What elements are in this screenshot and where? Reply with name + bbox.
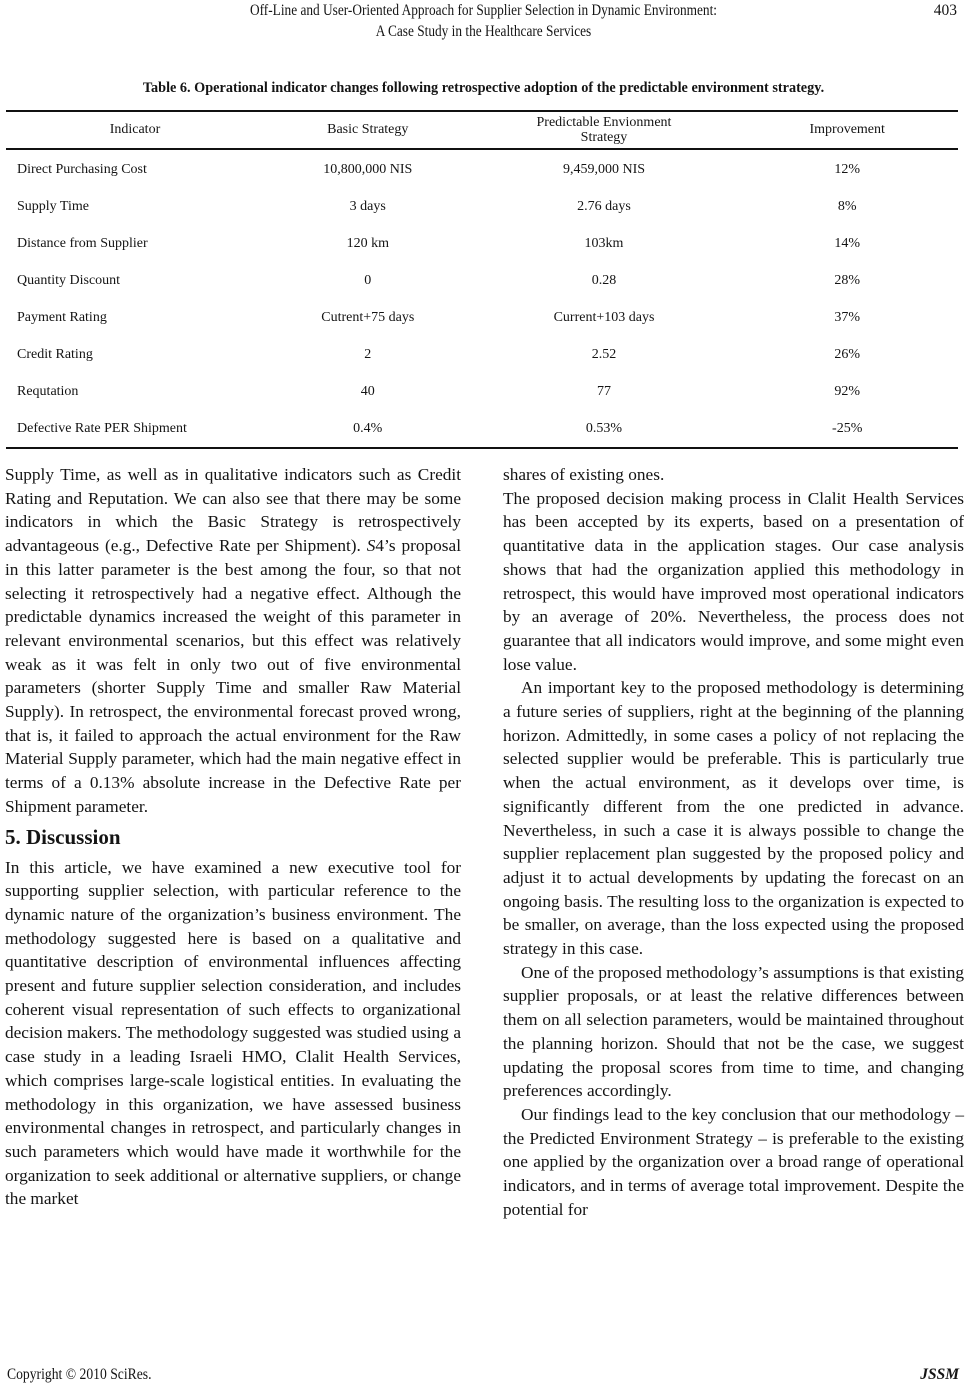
cell-basic: 2	[364, 346, 372, 362]
cell-indicator: Credit Rating	[17, 346, 93, 362]
table-row	[6, 299, 958, 336]
indicator-table	[6, 110, 958, 449]
page-number: 403	[933, 2, 957, 19]
cell-indicator: Direct Purchasing Cost	[17, 161, 147, 177]
cell-basic: 3 days	[349, 198, 386, 214]
column-header-predictable-line-2: Strategy	[580, 130, 628, 145]
cell-basic: 10,800,000 NIS	[323, 161, 413, 177]
right-column	[503, 463, 964, 1222]
table-row	[6, 336, 958, 373]
cell-improvement: 26%	[834, 346, 861, 362]
cell-basic: 40	[360, 383, 375, 399]
cell-improvement: 28%	[834, 272, 861, 288]
cell-improvement: 37%	[834, 309, 861, 325]
paragraph-conclusion: Our findings lead to the key conclusion that our methodology – the Predicted Environment Strategy – is preferable to the existing one applied by the organization over a broad range of operational indicators, and in terms of average total improvement. Despite the potential for	[503, 1104, 964, 1219]
cell-improvement: 14%	[834, 235, 861, 251]
section-heading-discussion: 5. Discussion	[5, 824, 121, 849]
cell-predictable: 9,459,000 NIS	[562, 161, 646, 177]
cell-predictable: 2.76 days	[577, 198, 631, 214]
column-header-improvement: Improvement	[809, 122, 885, 137]
paragraph-text: Supply Time, as well as in qualitative indicators such as Credit Rating and Reputation. We can also see that there may be some indicators in which the Basic Strategy is retrospectively advantageous (e.g., Defective Rate per Shipment).	[5, 465, 461, 556]
supplier-symbol: S	[366, 536, 376, 556]
cell-indicator: Distance from Supplier	[17, 235, 148, 251]
paragraph-key-methodology: An important key to the proposed methodology is determining a future series of suppliers, right at the beginning of the planning horizon. Admittedly, in some cases a policy of not replacing the selected supplier would be preferable. This is particularly true when the actual environment, as it develops over time, is significantly different from the one predicted in advance. Nevertheless, in such a case it is always possible to change the supplier replacement plan suggested by the proposed policy and adjust it to actual developments by updating the forecast on an ongoing basis. The resulting loss to the organization is expected to be smaller, on average, than the loss expected using the proposed strategy in this case.	[503, 678, 964, 959]
cell-predictable: 0.28	[591, 272, 617, 288]
running-head-line-2: A Case Study in the Healthcare Services	[375, 23, 592, 40]
column-header-indicator: Indicator	[109, 122, 161, 137]
running-head	[68, 0, 900, 42]
cell-basic: 0.4%	[353, 420, 383, 436]
cell-predictable: 103km	[584, 235, 624, 251]
journal-abbreviation: JSSM	[920, 1366, 959, 1383]
paragraph-decision-process: The proposed decision making process in Clalit Health Services has been accepted by its experts, based on a presentation of quantitative data in the application stages. Our case analysis shows that had the organization applied this methodology in retrospect, this would have improved most operational indicators by an average of 20%. Nevertheless, the process does not guarantee that all indicators would improve, and some might even lose value.	[503, 488, 964, 674]
cell-improvement: -25%	[832, 420, 863, 436]
table-row	[6, 262, 958, 299]
cell-basic: 0	[364, 272, 372, 288]
running-head-line-1: Off-Line and User-Oriented Approach for Supplier Selection in Dynamic Environment:	[249, 2, 718, 19]
column-header-basic-strategy: Basic Strategy	[327, 122, 409, 137]
cell-indicator: Payment Rating	[17, 309, 107, 325]
table-row	[6, 410, 958, 448]
cell-indicator: Quantity Discount	[17, 272, 121, 288]
table-row	[6, 373, 958, 410]
column-header-predictable-strategy	[472, 111, 737, 149]
cell-basic: Cutrent+75 days	[321, 309, 415, 325]
cell-indicator: Requtation	[17, 383, 79, 399]
cell-basic: 120 km	[346, 235, 389, 251]
cell-predictable: 77	[596, 383, 611, 399]
table-row	[6, 225, 958, 262]
cell-predictable: 2.52	[591, 346, 617, 362]
cell-improvement: 12%	[834, 161, 861, 177]
paragraph-continued: shares of existing ones.	[503, 465, 665, 484]
paragraph-discussion-intro: In this article, we have examined a new executive tool for supporting supplier selection, with particular reference to the dynamic nature of the organization’s business environment. The methodology suggested here is based on a qualitative and quantitative description of environmental influences affecting present and future supplier selection consideration, and includes coherent visual representation of such effects to organizational decision makers. The methodology suggested was studied using a case study in a leading Israeli HMO, Clalit Health Services, which comprises large-scale logistical entities. In evaluating the methodology in this organization, we have assessed business environmental changes in retrospect, and particularly changes in such parameters which would have made it worthwhile for the organization to seek additional or alternative suppliers, or change the market	[5, 857, 461, 1209]
cell-indicator: Supply Time	[17, 198, 89, 214]
table-header-row	[6, 111, 958, 149]
cell-predictable: Current+103 days	[553, 309, 655, 325]
column-header-predictable-line-1: Predictable Envionment	[536, 115, 672, 130]
paragraph-results-continued	[5, 463, 461, 819]
copyright-notice: Copyright © 2010 SciRes.	[7, 1366, 152, 1383]
paragraph-assumptions: One of the proposed methodology’s assumptions is that existing supplier proposals, or at least the relative differences between them on all selection parameters, would be maintained throughout the planning horizon. Should that not be the case, we suggest updating the proposal scores from time to time, and changing preferences accordingly.	[503, 962, 964, 1101]
cell-improvement: 92%	[834, 383, 861, 399]
paragraph-text: 4’s proposal in this latter parameter is the best among the four, so that not selecting it retrospectively had a negative effect. Although the predictable dynamics increased the weight of this parameter in relevant environmental scenarios, but this effect was relatively weak as it was felt in only two out of five environmental parameters (shorter Supply Time and smaller Raw Material Supply). In retrospect, the environmental forecast proved wrong, that is, it failed to approach the actual environment for the Raw Material Supply parameter, which had the main negative effect in terms of a 0.13% absolute increase in the Defective Rate per Shipment parameter.	[5, 536, 461, 816]
left-column	[5, 463, 461, 1211]
table-row	[6, 149, 958, 188]
cell-indicator: Defective Rate PER Shipment	[17, 420, 187, 436]
cell-improvement: 8%	[837, 198, 857, 214]
table-caption: Table 6. Operational indicator changes following retrospective adoption of the predictable environment strategy.	[142, 80, 825, 96]
table-row	[6, 188, 958, 225]
cell-predictable: 0.53%	[585, 420, 623, 436]
